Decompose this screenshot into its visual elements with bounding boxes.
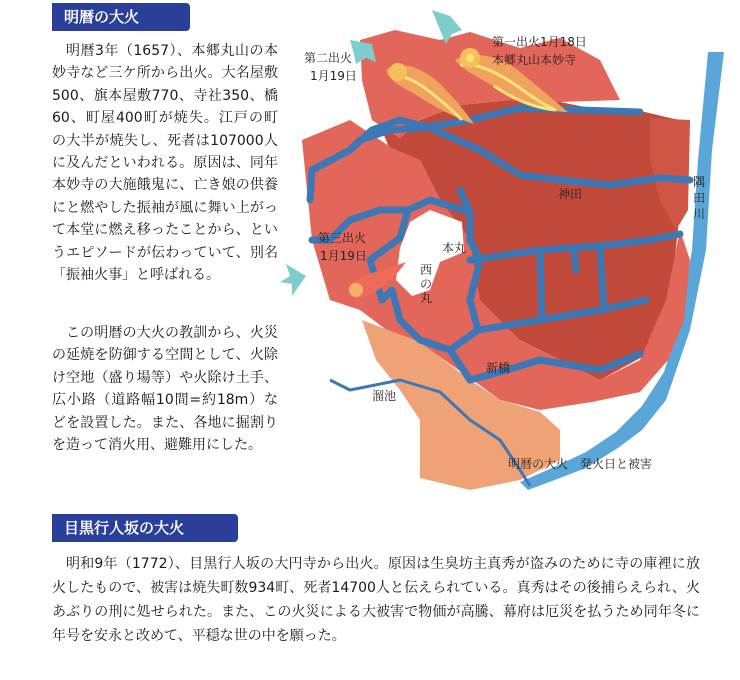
meireki-description: 明暦3年（1657）、本郷丸山の本妙寺など三ケ所から出火。大名屋敷500、旗本屋敷770、寺社350、橋60、町屋400町が焼失。江戸の町の大半が焼失し、死者は107000人に及んだといわれる。原因は、同年本妙寺の大施餓鬼に、亡き娘の供養にと燃やした振袖が風に舞い上がって本堂に燃え移ったことから、というエピソードが伝わっていて、別名「振袖火事」と呼ばれる。 [52, 43, 278, 284]
fire2-date: 1月19日 [310, 69, 357, 83]
meguro-description: 明和9年（1772）、目黒行人坂の大円寺から出火。原因は生臭坊主真秀が盗みのために寺の庫裡に放火したもので、被害は焼失町数934町、死者14700人と伝えられている。真秀はその後捕らえられ、火あぶりの刑に処せられた。また、この火災による大被害で物価が高騰、幕府は厄災を払うため同年冬に年号を安永と改めて、平穏な世の中を願った。 [52, 556, 700, 644]
fire3-date: 1月19日 [320, 249, 367, 263]
fire3-label: 第三出火 [318, 231, 367, 245]
fire1-label: 第一出火1月18日 [492, 35, 587, 49]
fire1-place: 本郷丸山本妙寺 [492, 53, 577, 67]
kanda-label: 神田 [558, 187, 583, 201]
section-heading-meguro: 目黒行人坂の大火 [52, 514, 238, 542]
wind-arrow-icon [280, 264, 306, 296]
honmaru-label: 本丸 [442, 241, 467, 255]
sumida-label-3: 川 [693, 207, 706, 221]
map-caption: 明暦の大火 発火日と被害 [508, 457, 653, 471]
nishinomaru-label-1: 西 [420, 263, 433, 277]
nishinomaru-label-2: の [420, 277, 433, 291]
meireki-fire-map [278, 0, 740, 500]
sumida-label-2: 田 [693, 191, 706, 205]
sumida-label-1: 隅 [693, 175, 706, 189]
section-heading-meireki: 明暦の大火 [52, 3, 190, 31]
shinbashi-label: 新橋 [486, 361, 511, 375]
meireki-lessons: この明暦の大火の教訓から、火災の延焼を防御する空間として、火除け空地（盛り場等）や火除け土手、広小路（道路幅10間=約18m）などを設置した。また、各地に掘割りを造って消火用、避難用にした。 [52, 325, 278, 454]
nishinomaru-label-3: 丸 [420, 291, 433, 305]
tameike-label: 溜池 [372, 389, 397, 403]
fire2-label: 第二出火 [304, 51, 353, 65]
